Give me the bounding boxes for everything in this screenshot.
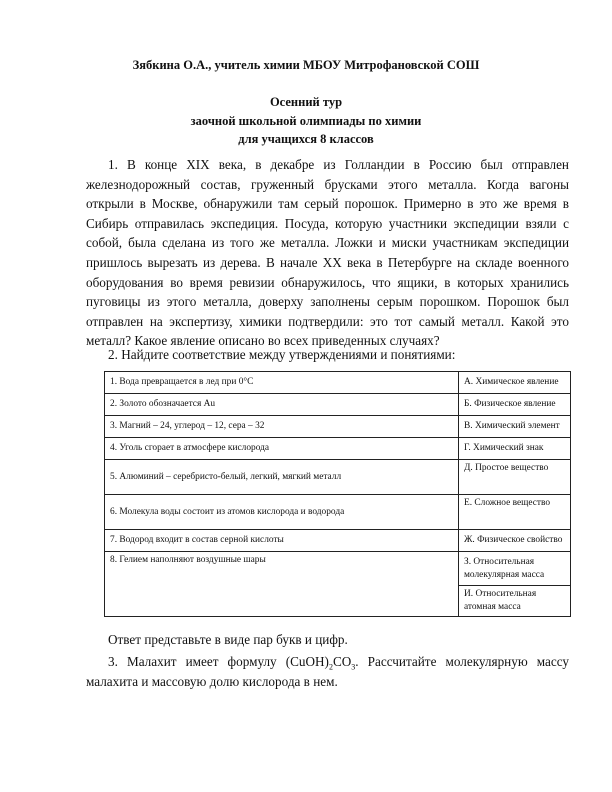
answer-instructions: Ответ представьте в виде пар букв и цифр. bbox=[108, 632, 348, 647]
table-row bbox=[105, 372, 571, 394]
concept-cell: Ж. Физическое свойство bbox=[459, 530, 571, 552]
question-2: 2. Найдите соответствие между утверждениями и понятиями: bbox=[108, 347, 456, 362]
statement-cell: 5. Алюминий – серебристо-белый, легкий, мягкий металл bbox=[105, 460, 459, 495]
heading-line-3: для учащихся 8 классов bbox=[238, 132, 374, 146]
question-1: 1. В конце XIX века, в декабре из Голландии в Россию был отправлен железнодорожный состав, груженный брусками этого металла. Когда вагоны открыли в Москве, обнаружили там серый порошок. Примерно в это же время в Сибирь отправилась экспедиция. Посуда, которую участники экспедиции взяли с собой, была сделана из того же металла. Ложки и миски участникам экспедиции пришлось вырезать из дерева. В начале XX века в Петербурге на складе военного оборудования во время ревизии обнаружилось, что ящики, в которых хранились пуговицы из этого металла, доверху заполнены серым порошком. Порошок был отправлен на экспертизу, химики подтвердили: это тот самый металл. Какой это металл? Какое явление описано во всех приведенных случаях? bbox=[86, 157, 569, 349]
author-line: Зябкина О.А., учитель химии МБОУ Митрофановской СОШ bbox=[132, 58, 480, 72]
heading-line-2: заочной школьной олимпиады по химии bbox=[190, 114, 422, 128]
statement-cell: 6. Молекула воды состоит из атомов кислорода и водорода bbox=[105, 495, 459, 530]
concept-cell: Д. Простое вещество bbox=[459, 460, 571, 495]
concept-cell: Б. Физическое явление bbox=[459, 394, 571, 416]
concept-cell: А. Химическое явление bbox=[459, 372, 571, 394]
subscript: 3 bbox=[351, 662, 356, 672]
subscript: 2 bbox=[328, 662, 333, 672]
table-row bbox=[105, 438, 571, 460]
concept-cell: В. Химический элемент bbox=[459, 416, 571, 438]
statement-cell: 2. Золото обозначается Au bbox=[105, 394, 459, 416]
concept-cell: З. Относительная молекулярная масса bbox=[459, 552, 571, 586]
table-row bbox=[105, 460, 571, 495]
table-row bbox=[105, 495, 571, 530]
statement-cell: 7. Водород входит в состав серной кислоты bbox=[105, 530, 459, 552]
question-3-text-end: . Рассчитайте молекулярную массу малахита и массовую долю кислорода в нем. bbox=[86, 654, 569, 689]
question-3-text-start: 3. Малахит имеет формулу (CuOH) bbox=[108, 654, 329, 669]
table-row bbox=[105, 552, 571, 586]
concept-cell: И. Относительная атомная масса bbox=[459, 586, 571, 617]
table-row bbox=[105, 394, 571, 416]
statement-cell: 3. Магний – 24, углерод – 12, сера – 32 bbox=[105, 416, 459, 438]
question-3 bbox=[86, 652, 569, 691]
formula-part: CO bbox=[332, 654, 352, 669]
table-row bbox=[105, 530, 571, 552]
heading-line-1: Осенний тур bbox=[269, 95, 343, 109]
matching-table bbox=[104, 371, 571, 617]
concept-cell: Е. Сложное вещество bbox=[459, 495, 571, 530]
concept-cell: Г. Химический знак bbox=[459, 438, 571, 460]
statement-cell: 8. Гелием наполняют воздушные шары bbox=[105, 552, 459, 617]
statement-cell: 1. Вода превращается в лед при 0°С bbox=[105, 372, 459, 394]
statement-cell: 4. Уголь сгорает в атмосфере кислорода bbox=[105, 438, 459, 460]
table-row bbox=[105, 416, 571, 438]
